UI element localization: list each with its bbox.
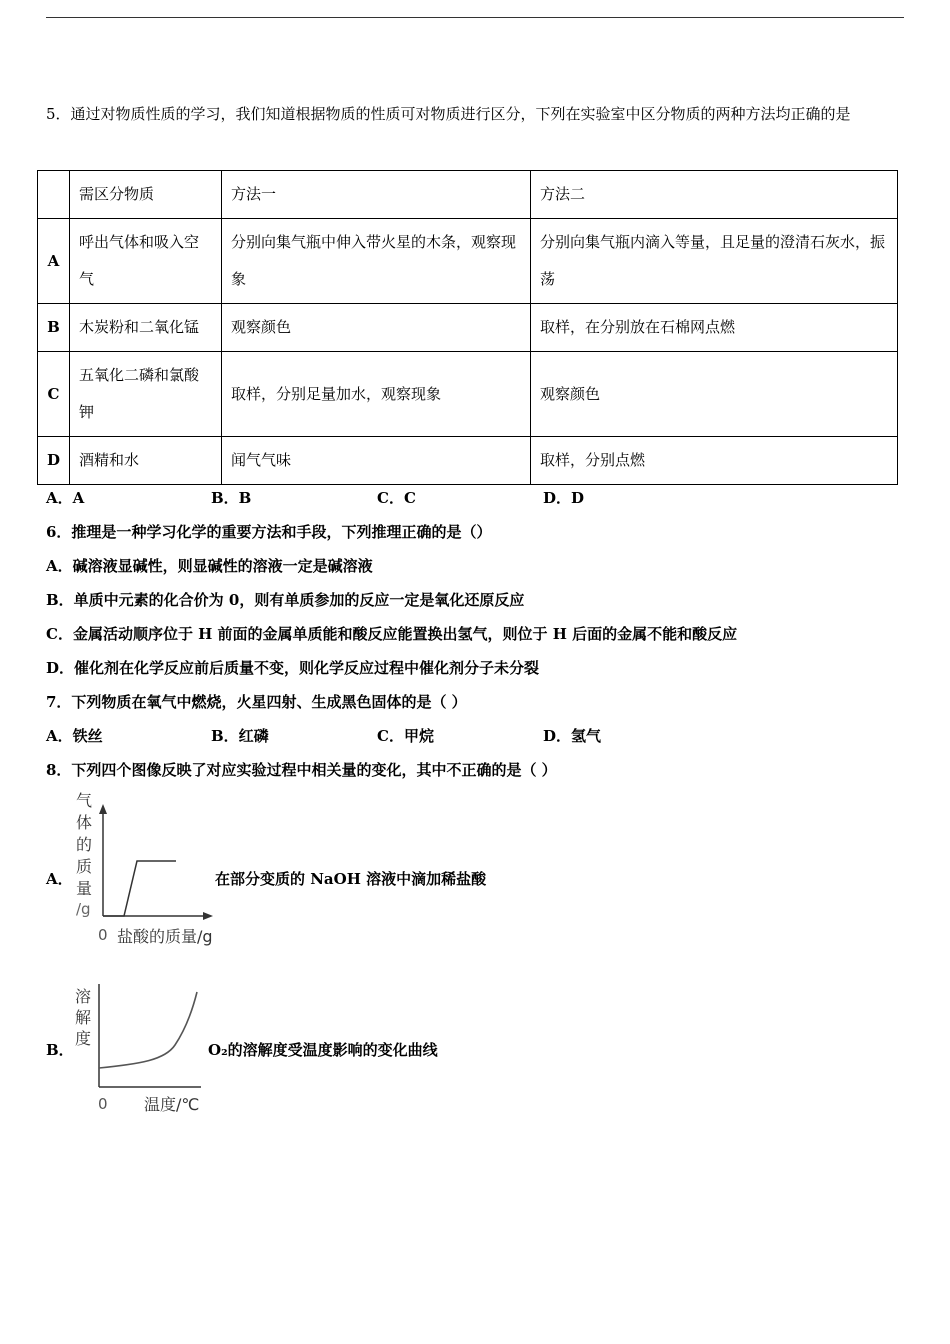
row-substance: 木炭粉和二氧化锰: [70, 304, 222, 352]
header-rule: [46, 17, 904, 18]
row-method2: 取样，分别点燃: [531, 437, 898, 485]
graph-a-ylabel-char: 量: [76, 879, 93, 898]
row-substance: 酒精和水: [70, 437, 222, 485]
q5-option-b[interactable]: B．B: [211, 489, 252, 507]
q5-option-c[interactable]: C．C: [377, 489, 416, 507]
row-method1: 分别向集气瓶中伸入带火星的木条，观察现象: [222, 219, 531, 304]
table-row: [38, 219, 898, 304]
row-label: C: [38, 352, 70, 437]
row-substance: 呼出气体和吸入空气: [70, 219, 222, 304]
header-substance: 需区分物质: [70, 171, 222, 219]
q7-option-c[interactable]: C．甲烷: [377, 727, 434, 745]
table-row: [38, 437, 898, 485]
graph-a-xlabel: 盐酸的质量/g: [117, 927, 213, 946]
graph-a-ylabel-char: 的: [76, 835, 93, 854]
q8-stem: 8．下列四个图像反映了对应实验过程中相关量的变化，其中不正确的是（ ）: [46, 761, 557, 779]
q5-option-d[interactable]: D．D: [543, 489, 585, 507]
q5-stem: 5．通过对物质性质的学习，我们知道根据物质的性质可对物质进行区分，下列在实验室中区分物质的两种方法均正确的是: [46, 105, 851, 123]
graph-a-ylabel-char: 体: [76, 813, 93, 832]
q8-option-b-label[interactable]: B．: [46, 1041, 74, 1059]
row-method2: 观察颜色: [531, 352, 898, 437]
q8-option-a-desc: 在部分变质的 NaOH 溶液中滴加稀盐酸: [215, 870, 487, 888]
graph-b-ylabel-char: 溶: [75, 987, 92, 1006]
table-row: [38, 304, 898, 352]
graph-b-ylabel-char: 解: [75, 1008, 92, 1027]
row-method1: 闻气气味: [222, 437, 531, 485]
q6-option-d[interactable]: D．催化剂在化学反应前后质量不变，则化学反应过程中催化剂分子未分裂: [46, 659, 540, 677]
graph-b-xlabel: 温度/℃: [144, 1095, 200, 1114]
q6-stem: 6．推理是一种学习化学的重要方法和手段，下列推理正确的是（）: [46, 523, 492, 541]
q8-option-a-label[interactable]: A．: [46, 870, 73, 888]
table-row: [38, 352, 898, 437]
row-method1: 取样，分别足量加水，观察现象: [222, 352, 531, 437]
graph-b-curve: [99, 992, 197, 1068]
graph-a-y-arrow: [99, 804, 107, 814]
graph-a-curve: [103, 861, 176, 916]
q8-graph-a: [70, 786, 220, 951]
graph-a-ylabel-char: 质: [76, 857, 93, 876]
header-method2: 方法二: [531, 171, 898, 219]
q7-option-b[interactable]: B．红磷: [211, 727, 269, 745]
row-method2: 分别向集气瓶内滴入等量，且足量的澄清石灰水，振荡: [531, 219, 898, 304]
graph-a-ylabel-unit: /g: [76, 900, 91, 918]
graph-b-ylabel-char: 度: [75, 1029, 92, 1048]
row-label: B: [38, 304, 70, 352]
row-label: A: [38, 219, 70, 304]
q7-stem: 7．下列物质在氧气中燃烧，火星四射、生成黑色固体的是（ ）: [46, 693, 467, 711]
table-header-row: [38, 171, 898, 219]
graph-b-origin: 0: [98, 1095, 108, 1113]
q5-option-a[interactable]: A．A: [46, 489, 85, 507]
q6-option-a[interactable]: A．碱溶液显碱性，则显碱性的溶液一定是碱溶液: [46, 557, 373, 575]
header-method1: 方法一: [222, 171, 531, 219]
q5-table: [37, 170, 898, 485]
q6-option-c[interactable]: C．金属活动顺序位于 H 前面的金属单质能和酸反应能置换出氢气，则位于 H 后面的金属不能和酸反应: [46, 625, 738, 643]
row-label: D: [38, 437, 70, 485]
graph-a-origin: 0: [98, 926, 108, 944]
graph-a-x-arrow: [203, 912, 213, 920]
q8-option-b-desc: O₂的溶解度受温度影响的变化曲线: [208, 1041, 438, 1059]
row-method2: 取样，在分别放在石棉网点燃: [531, 304, 898, 352]
header-label-cell: [38, 171, 70, 219]
q7-option-a[interactable]: A．铁丝: [46, 727, 103, 745]
row-method1: 观察颜色: [222, 304, 531, 352]
q7-option-d[interactable]: D．氢气: [543, 727, 602, 745]
row-substance: 五氧化二磷和氯酸钾: [70, 352, 222, 437]
graph-a-ylabel-char: 气: [76, 791, 93, 810]
q8-graph-b: [70, 980, 210, 1120]
q6-option-b[interactable]: B．单质中元素的化合价为 0，则有单质参加的反应一定是氧化还原反应: [46, 591, 525, 609]
